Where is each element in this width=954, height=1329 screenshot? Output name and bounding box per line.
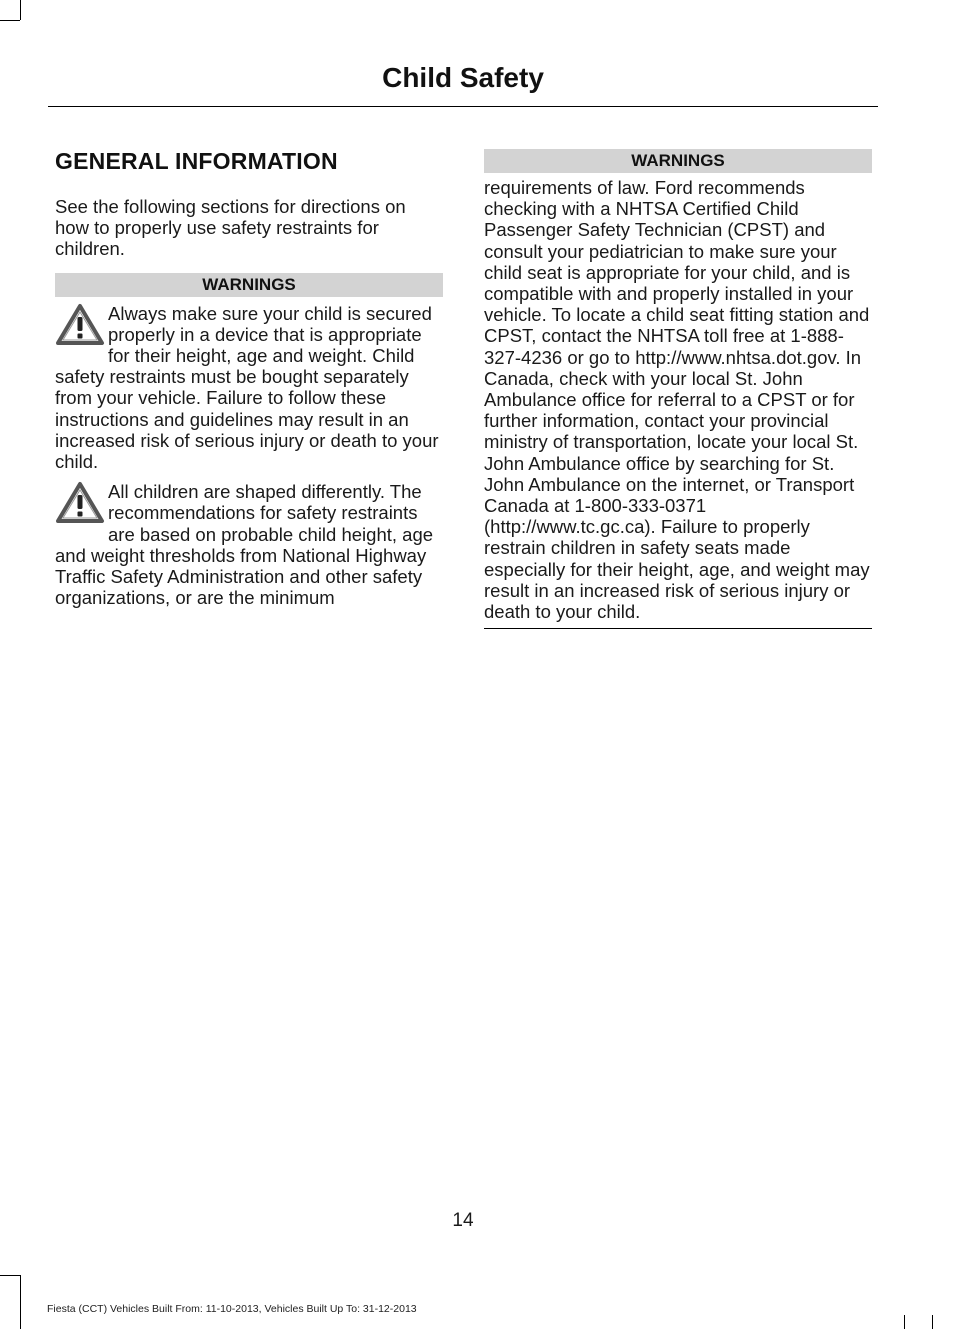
warning-item	[55, 303, 443, 473]
warning-item	[55, 481, 443, 608]
warnings-header: WARNINGS	[55, 273, 443, 297]
page-title: Child Safety	[382, 62, 544, 93]
crop-mark-bottom-right-v2	[932, 1315, 933, 1329]
warning-text: Always make sure your child is secured properly in a device that is appropriate for their height, age and weight. Child safety restraints must be bought separately from your vehicle. Failure to follow these instructions and guidelines may result in an increased risk of serious injury or death to your child.	[55, 302, 439, 473]
warning-triangle-icon	[55, 481, 105, 525]
intro-paragraph: See the following sections for directions on how to properly use safety restraints for children.	[55, 196, 406, 260]
warnings-header: WARNINGS	[484, 149, 872, 173]
crop-mark-top-left-v	[20, 0, 21, 20]
right-column	[484, 149, 872, 629]
warnings-end-divider	[484, 628, 872, 629]
warning-triangle-icon	[55, 303, 105, 347]
crop-mark-bottom-left-v	[20, 1275, 21, 1329]
section-heading: GENERAL INFORMATION	[55, 148, 338, 174]
warning-text: All children are shaped differently. The recommendations for safety restraints are based on probable child height, age and weight thresholds from National Highway Traffic Safety Administration and other safety organizations, or are the minimum	[55, 481, 434, 609]
warning-continued-text: requirements of law. Ford recommends checking with a NHTSA Certified Child Passenger Safety Technician (CPST) and consult your pediatrician to make sure your child seat is appropriate for your child, and is compatible with and properly installed in your vehicle. To locate a child seat fitting station and CPST, contact the NHTSA toll free at 1-888-327-4236 or go to http://www.nhtsa.dot.gov. In Canada, check with your local St. John Ambulance office for referral to a CPST or for further information, contact your provincial ministry of transportation, locate your local St. John Ambulance office by searching for St. John Ambulance on the internet, or Transport Canada at 1-800-333-0371 (http://www.tc.gc.ca). Failure to properly restrain children in safety seats made especially for their height, age, and weight may result in an increased risk of serious injury or death to your child.	[484, 177, 870, 623]
page-number: 14	[452, 1210, 474, 1231]
title-divider	[48, 106, 878, 107]
crop-mark-top-left-h	[0, 20, 20, 21]
footer-text: Fiesta (CCT) Vehicles Built From: 11-10-2013, Vehicles Built Up To: 31-12-2013	[47, 1303, 417, 1315]
crop-mark-bottom-right-v1	[904, 1315, 905, 1329]
left-column	[55, 146, 443, 608]
crop-mark-bottom-left-h	[0, 1275, 20, 1276]
